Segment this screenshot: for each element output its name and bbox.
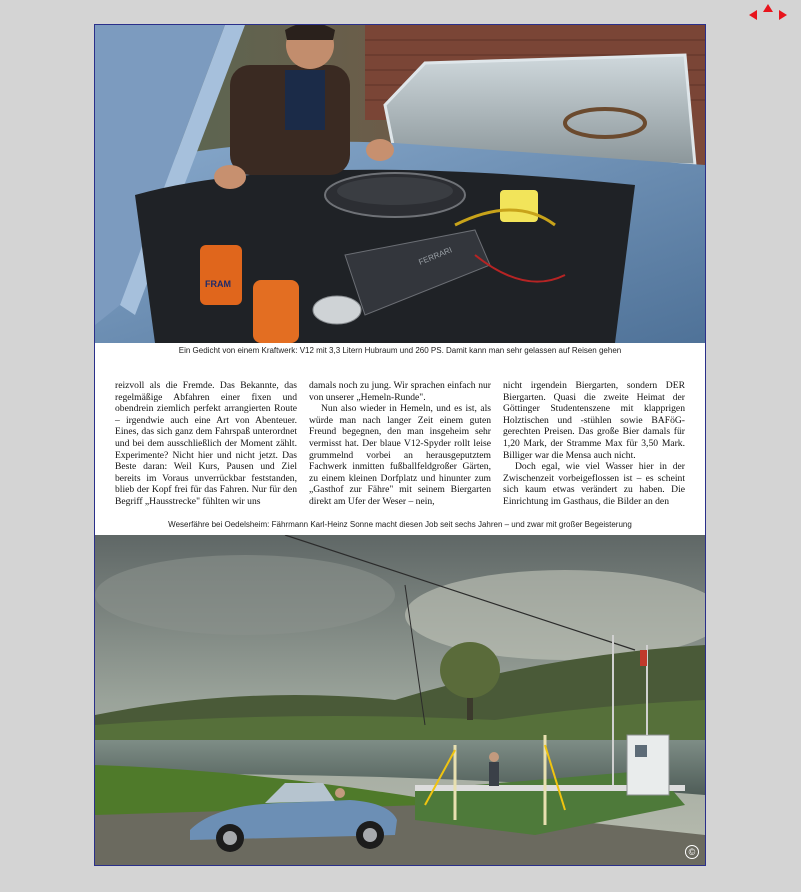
paragraph: nicht irgendein Biergarten, sondern DER Biergarten. Quasi die zweite Heimat der Göttinger Studentenszene mit klapprigen Holztischen und -stühlen sowie BAFöG-gerechten Preisen. Das große Bier damals für 1,20 Mark, der Stramme Max für 3,50 Mark. Billiger war die Mensa auch nicht. bbox=[503, 380, 685, 461]
ferry-photo-caption: Weserfähre bei Oedelsheim: Fährmann Karl-Heinz Sonne macht diesen Job seit sechs Jahren – und zwar mit großer Begeisterung bbox=[168, 520, 632, 529]
next-page-icon[interactable] bbox=[779, 10, 787, 20]
paragraph: damals noch zu jung. Wir sprachen einfach nur von unserer „Hemeln-Runde". bbox=[309, 380, 491, 403]
engine-brand-label: FERRARI bbox=[417, 245, 454, 267]
article-column-1 bbox=[115, 380, 297, 512]
engine-bay-photo bbox=[95, 25, 705, 343]
article-column-3 bbox=[503, 380, 685, 512]
paragraph: Doch egal, wie viel Wasser hier in der Zwischenzeit vorbeigeflossen ist – es scheint sich kaum etwas verändert zu haben. Die Einrichtung im Gasthaus, die Bilder an den bbox=[503, 461, 685, 507]
article-column-2 bbox=[309, 380, 491, 512]
magazine-page bbox=[94, 24, 706, 866]
filter-brand-label: FRAM bbox=[205, 279, 231, 289]
article-text bbox=[115, 380, 685, 512]
copyright-icon: © bbox=[685, 845, 699, 859]
page-navigation bbox=[747, 4, 791, 24]
previous-page-icon[interactable] bbox=[749, 10, 757, 20]
up-page-icon[interactable] bbox=[763, 4, 773, 12]
engine-photo-caption: Ein Gedicht von einem Kraftwerk: V12 mit 3,3 Litern Hubraum und 260 PS. Damit kann man sehr gelassen auf Reisen gehen bbox=[178, 346, 622, 355]
paragraph: reizvoll als die Fremde. Das Bekannte, das regelmäßige Abfahren einer fixen und obendrein ziemlich perfekt arrangierten Route – irgendwie auch eine Art von Abenteuer. Eines, das sich ganz dem Fahrspaß unterordnet und bei dem ausschließlich der Moment zählt. Experimente? Nicht hier und nicht jetzt. Das Beste daran: Weil Kurs, Pausen und Ziel bereits im Voraus unverrückbar feststanden, blieb der Kopf frei für das Fahren. Nur für den Begriff „Hausstrecke" fühlten wir uns bbox=[115, 380, 297, 507]
paragraph: Nun also wieder in Hemeln, und es ist, als würde man nach langer Zeit einem guten Freund begegnen, den man insgeheim sehr vermisst hat. Der blaue V12-Spyder rollt leise grummelnd vorbei an herausgeputztem Fachwerk inmitten fußballfeldgroßer Gärten, zu einem kleinen Dorfplatz und hinunter zum „Gasthof zur Fähre" mit seinem Biergarten direkt am Ufer der Weser – nein, bbox=[309, 403, 491, 507]
ferry-photo bbox=[95, 535, 705, 865]
